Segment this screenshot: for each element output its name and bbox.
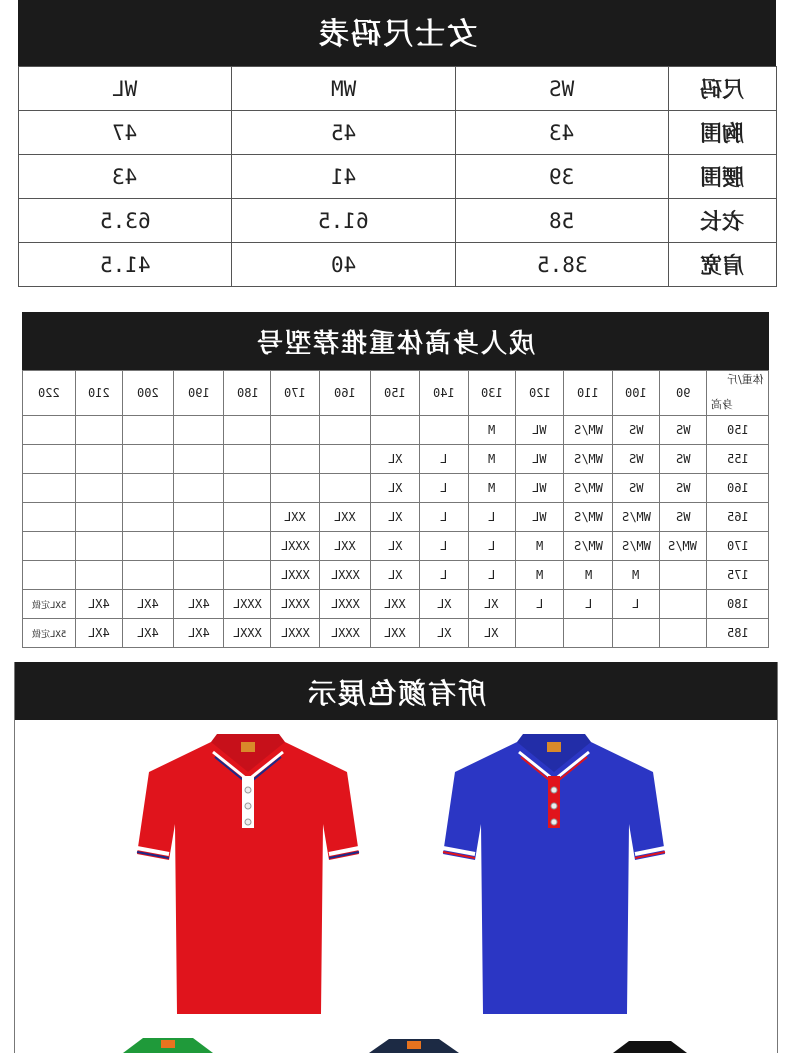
size-cell <box>564 474 613 503</box>
weight-header-cell <box>660 371 707 416</box>
green-polo-shirt-image <box>113 1034 223 1053</box>
height-cell <box>706 619 768 648</box>
size-value: XXL <box>334 539 356 553</box>
table-header-row <box>23 371 769 416</box>
size-cell <box>271 503 320 532</box>
size-cell <box>468 619 515 648</box>
size-cell <box>515 416 564 445</box>
size-cell <box>173 561 224 590</box>
size-cell <box>23 416 76 445</box>
size-cell <box>173 503 224 532</box>
size-value: 5XL定做 <box>31 600 67 611</box>
black-polo-shirt-image <box>605 1038 695 1053</box>
size-value: WL <box>532 510 547 524</box>
height-cell <box>706 532 768 561</box>
size-cell <box>75 416 122 445</box>
table-row <box>19 67 777 111</box>
measure-value: 43 <box>549 120 575 145</box>
table-row <box>19 243 777 287</box>
size-cell <box>122 474 173 503</box>
value-cell <box>19 111 232 155</box>
size-value: XXXL <box>330 568 360 582</box>
size-value: WL <box>112 76 138 101</box>
weight-header-cell <box>122 371 173 416</box>
weight-header-cell <box>515 371 564 416</box>
size-cell <box>224 561 271 590</box>
row-label-cell <box>669 199 777 243</box>
size-value: XXXL <box>232 626 262 640</box>
weight-value: 100 <box>625 386 647 400</box>
value-cell <box>232 155 456 199</box>
size-cell <box>23 561 76 590</box>
size-value: L <box>487 510 496 524</box>
size-value: WS <box>628 481 644 495</box>
size-value: 4XL <box>87 597 110 611</box>
size-value: 4XL <box>187 626 210 640</box>
size-value: M <box>535 539 544 553</box>
size-cell <box>320 561 371 590</box>
measure-value: 38.5 <box>536 252 588 277</box>
size-cell <box>173 619 224 648</box>
value-cell <box>19 199 232 243</box>
measure-value: 63.5 <box>99 208 151 233</box>
recommend-title-bar <box>22 312 769 370</box>
size-cell <box>75 590 122 619</box>
size-cell <box>173 445 224 474</box>
size-cell <box>564 503 613 532</box>
size-cell <box>564 445 613 474</box>
value-cell <box>456 155 669 199</box>
table-row <box>23 416 769 445</box>
row-label-cell <box>669 111 777 155</box>
size-cell <box>75 474 122 503</box>
size-cell <box>224 474 271 503</box>
size-cell <box>23 474 76 503</box>
color-display-section <box>14 662 778 1053</box>
size-cell <box>564 532 613 561</box>
size-value: XL <box>387 510 403 524</box>
weight-value: 160 <box>334 386 356 400</box>
size-cell <box>613 445 660 474</box>
row-label: 尺码 <box>700 77 745 103</box>
size-cell <box>271 445 320 474</box>
size-cell <box>122 532 173 561</box>
size-cell <box>271 416 320 445</box>
height-cell <box>706 445 768 474</box>
height-value: 165 <box>726 510 749 524</box>
height-value: 170 <box>726 539 749 553</box>
weight-value: 130 <box>480 386 503 400</box>
red-polo-shirt-image <box>133 732 363 1022</box>
size-cell <box>122 503 173 532</box>
weight-header-cell <box>419 371 468 416</box>
height-value: 180 <box>726 597 749 611</box>
value-cell <box>232 199 456 243</box>
size-cell <box>173 590 224 619</box>
size-cell <box>75 561 122 590</box>
size-value: WS <box>628 452 644 466</box>
size-cell <box>613 590 660 619</box>
size-value: XL <box>387 452 403 466</box>
measure-value: 47 <box>112 120 138 145</box>
size-cell <box>224 590 271 619</box>
size-cell <box>468 532 515 561</box>
size-cell <box>19 67 232 111</box>
size-value: WM/S <box>573 510 603 524</box>
size-value: XXL <box>334 510 356 524</box>
size-value: WM/S <box>668 539 698 553</box>
navy-polo-shirt-image <box>359 1036 469 1053</box>
size-cell <box>371 474 420 503</box>
measure-value: 43 <box>112 164 138 189</box>
size-cell <box>320 590 371 619</box>
weight-value: 190 <box>187 386 210 400</box>
value-cell <box>232 111 456 155</box>
size-value: WS <box>675 423 691 437</box>
size-cell <box>419 561 468 590</box>
weight-value: 140 <box>432 386 455 400</box>
size-value: WS <box>675 452 691 466</box>
size-cell <box>173 474 224 503</box>
size-value: WL <box>532 481 547 495</box>
size-value: WS <box>675 481 691 495</box>
size-cell <box>613 416 660 445</box>
height-cell <box>706 590 768 619</box>
size-value: WS <box>549 76 575 101</box>
measure-value: 45 <box>330 120 357 145</box>
weight-value: 150 <box>384 386 406 400</box>
recommend-size-section <box>22 312 769 648</box>
weight-header-cell <box>271 371 320 416</box>
size-cell <box>613 619 660 648</box>
size-cell <box>515 561 564 590</box>
size-cell <box>271 532 320 561</box>
size-value: XL <box>484 597 499 611</box>
size-cell <box>468 590 515 619</box>
weight-header-cell <box>224 371 271 416</box>
size-cell <box>419 590 468 619</box>
weight-value: 120 <box>528 386 551 400</box>
weight-value: 220 <box>38 386 60 400</box>
size-value: M <box>584 568 592 582</box>
height-value: 160 <box>726 481 749 495</box>
table-row <box>23 474 769 503</box>
size-cell <box>613 561 660 590</box>
size-cell <box>613 532 660 561</box>
size-cell <box>232 67 456 111</box>
size-cell <box>122 619 173 648</box>
size-cell <box>371 561 420 590</box>
size-cell <box>660 619 707 648</box>
table-row <box>19 155 777 199</box>
row-label: 肩宽 <box>700 253 745 279</box>
size-value: 4XL <box>136 626 159 640</box>
size-cell <box>75 503 122 532</box>
size-cell <box>320 532 371 561</box>
women-size-title-bar <box>18 0 776 66</box>
weight-value: 170 <box>284 386 307 400</box>
size-cell <box>468 474 515 503</box>
size-cell <box>660 474 707 503</box>
height-axis-label: 身高 <box>710 398 733 411</box>
size-cell <box>371 590 420 619</box>
size-cell <box>320 474 371 503</box>
size-cell <box>613 474 660 503</box>
size-value: WM <box>330 76 357 101</box>
table-row <box>23 619 769 648</box>
size-value: WM/S <box>621 539 651 553</box>
size-cell <box>564 590 613 619</box>
size-cell <box>660 503 707 532</box>
size-value: L <box>535 597 544 611</box>
size-cell <box>660 590 707 619</box>
height-cell <box>706 474 768 503</box>
height-value: 175 <box>726 568 749 582</box>
size-cell <box>23 445 76 474</box>
measure-value: 40 <box>330 252 357 277</box>
size-value: XXXL <box>280 597 310 611</box>
weight-value: 200 <box>136 386 159 400</box>
size-cell <box>23 532 76 561</box>
size-cell <box>23 590 76 619</box>
row-label: 腰围 <box>700 165 745 191</box>
size-value: M <box>487 423 496 437</box>
size-cell <box>419 445 468 474</box>
size-cell <box>122 590 173 619</box>
size-cell <box>224 619 271 648</box>
size-cell <box>419 619 468 648</box>
size-value: XXXL <box>330 597 360 611</box>
color-title: 所有颜色展示 <box>305 677 486 710</box>
size-value: XL <box>436 626 451 640</box>
size-value: L <box>440 481 448 495</box>
blue-polo-shirt-image <box>439 732 669 1022</box>
size-cell <box>419 416 468 445</box>
size-cell <box>224 445 271 474</box>
size-value: 4XL <box>187 597 210 611</box>
size-value: XXL <box>384 626 406 640</box>
size-value: M <box>535 568 544 582</box>
size-cell <box>660 561 707 590</box>
weight-header-cell <box>75 371 122 416</box>
size-cell <box>515 590 564 619</box>
row-label-cell <box>669 155 777 199</box>
height-cell <box>706 561 768 590</box>
size-value: XXL <box>284 510 307 524</box>
size-value: WM/S <box>573 481 603 495</box>
measure-value: 39 <box>549 164 575 189</box>
recommend-size-table <box>22 370 769 648</box>
weight-header-cell <box>613 371 660 416</box>
value-cell <box>456 111 669 155</box>
size-value: XXXL <box>280 568 310 582</box>
size-cell <box>515 503 564 532</box>
weight-value: 90 <box>675 386 691 400</box>
size-cell <box>224 416 271 445</box>
size-value: L <box>440 452 448 466</box>
row-label-cell <box>669 67 777 111</box>
size-cell <box>419 503 468 532</box>
size-cell <box>515 619 564 648</box>
size-value: L <box>440 568 448 582</box>
size-cell <box>468 445 515 474</box>
size-cell <box>75 619 122 648</box>
size-value: WM/S <box>573 423 603 437</box>
weight-header-cell <box>320 371 371 416</box>
size-cell <box>271 561 320 590</box>
color-title-bar <box>15 662 777 720</box>
size-cell <box>320 619 371 648</box>
weight-value: 110 <box>577 386 600 400</box>
size-value: L <box>487 539 496 553</box>
weight-value: 180 <box>236 386 259 400</box>
size-cell <box>564 619 613 648</box>
table-row <box>23 532 769 561</box>
value-cell <box>19 155 232 199</box>
row-label: 胸围 <box>700 121 745 147</box>
recommend-title: 成人身高体重推荐型号 <box>255 329 536 359</box>
height-value: 150 <box>726 423 749 437</box>
size-cell <box>320 445 371 474</box>
weight-header-cell <box>371 371 420 416</box>
size-value: 5XL定做 <box>31 629 67 640</box>
measure-value: 58 <box>549 208 575 233</box>
size-cell <box>468 416 515 445</box>
weight-header-cell <box>468 371 515 416</box>
size-cell <box>122 561 173 590</box>
size-value: XXXL <box>232 597 262 611</box>
size-cell <box>419 532 468 561</box>
size-cell <box>271 474 320 503</box>
size-value: WS <box>675 510 691 524</box>
corner-header-cell <box>706 371 768 416</box>
size-value: L <box>440 539 448 553</box>
value-cell <box>456 243 669 287</box>
size-value: WS <box>628 423 644 437</box>
size-cell <box>564 416 613 445</box>
size-cell <box>371 532 420 561</box>
size-cell <box>515 474 564 503</box>
table-row <box>19 111 777 155</box>
size-cell <box>660 416 707 445</box>
size-cell <box>371 416 420 445</box>
size-cell <box>320 503 371 532</box>
size-value: XXXL <box>280 626 310 640</box>
size-value: M <box>487 452 496 466</box>
size-cell <box>371 503 420 532</box>
size-cell <box>271 590 320 619</box>
size-cell <box>660 532 707 561</box>
size-value: XL <box>436 597 451 611</box>
size-value: L <box>440 510 448 524</box>
size-value: XXXL <box>330 626 360 640</box>
weight-header-cell <box>23 371 76 416</box>
women-size-title: 女士尺码表 <box>317 17 477 52</box>
size-value: L <box>487 568 496 582</box>
measure-value: 61.5 <box>318 208 369 233</box>
size-cell <box>122 416 173 445</box>
measure-value: 41.5 <box>99 252 151 277</box>
size-cell <box>419 474 468 503</box>
value-cell <box>232 243 456 287</box>
size-cell <box>371 619 420 648</box>
size-value: 4XL <box>87 626 110 640</box>
size-cell <box>271 619 320 648</box>
size-cell <box>75 532 122 561</box>
size-cell <box>173 532 224 561</box>
height-cell <box>706 416 768 445</box>
size-cell <box>515 445 564 474</box>
size-cell <box>613 503 660 532</box>
value-cell <box>19 243 232 287</box>
size-cell <box>122 445 173 474</box>
weight-header-cell <box>564 371 613 416</box>
row-label-cell <box>669 243 777 287</box>
weight-header-cell <box>173 371 224 416</box>
table-row <box>23 561 769 590</box>
measure-value: 41 <box>330 164 357 189</box>
women-size-section <box>18 0 776 287</box>
value-cell <box>456 199 669 243</box>
size-cell <box>515 532 564 561</box>
height-value: 155 <box>726 452 749 466</box>
size-value: XL <box>387 568 403 582</box>
size-cell <box>23 503 76 532</box>
size-value: M <box>632 568 640 582</box>
size-value: L <box>584 597 592 611</box>
size-cell <box>468 561 515 590</box>
size-cell <box>224 503 271 532</box>
height-value: 185 <box>726 626 749 640</box>
size-value: L <box>632 597 640 611</box>
size-value: WM/S <box>573 539 603 553</box>
table-row <box>23 503 769 532</box>
table-row <box>23 590 769 619</box>
size-value: XL <box>484 626 499 640</box>
size-cell <box>660 445 707 474</box>
size-value: XXL <box>384 597 406 611</box>
size-value: WL <box>532 423 547 437</box>
size-cell <box>371 445 420 474</box>
height-cell <box>706 503 768 532</box>
weight-axis-label: 体重/斤 <box>727 373 764 386</box>
size-cell <box>564 561 613 590</box>
size-value: WM/S <box>621 510 651 524</box>
size-cell <box>75 445 122 474</box>
weight-value: 210 <box>87 386 110 400</box>
women-size-table <box>18 66 777 287</box>
size-cell <box>224 532 271 561</box>
size-cell <box>468 503 515 532</box>
size-value: XL <box>387 481 403 495</box>
size-value: M <box>487 481 496 495</box>
size-value: XXXL <box>280 539 310 553</box>
size-value: 4XL <box>136 597 159 611</box>
size-value: WM/S <box>573 452 603 466</box>
table-row <box>19 199 777 243</box>
size-cell <box>456 67 669 111</box>
table-row <box>23 445 769 474</box>
size-cell <box>320 416 371 445</box>
size-cell <box>23 619 76 648</box>
size-cell <box>173 416 224 445</box>
size-value: WL <box>532 452 547 466</box>
row-label: 衣长 <box>700 209 745 235</box>
size-value: XL <box>387 539 403 553</box>
